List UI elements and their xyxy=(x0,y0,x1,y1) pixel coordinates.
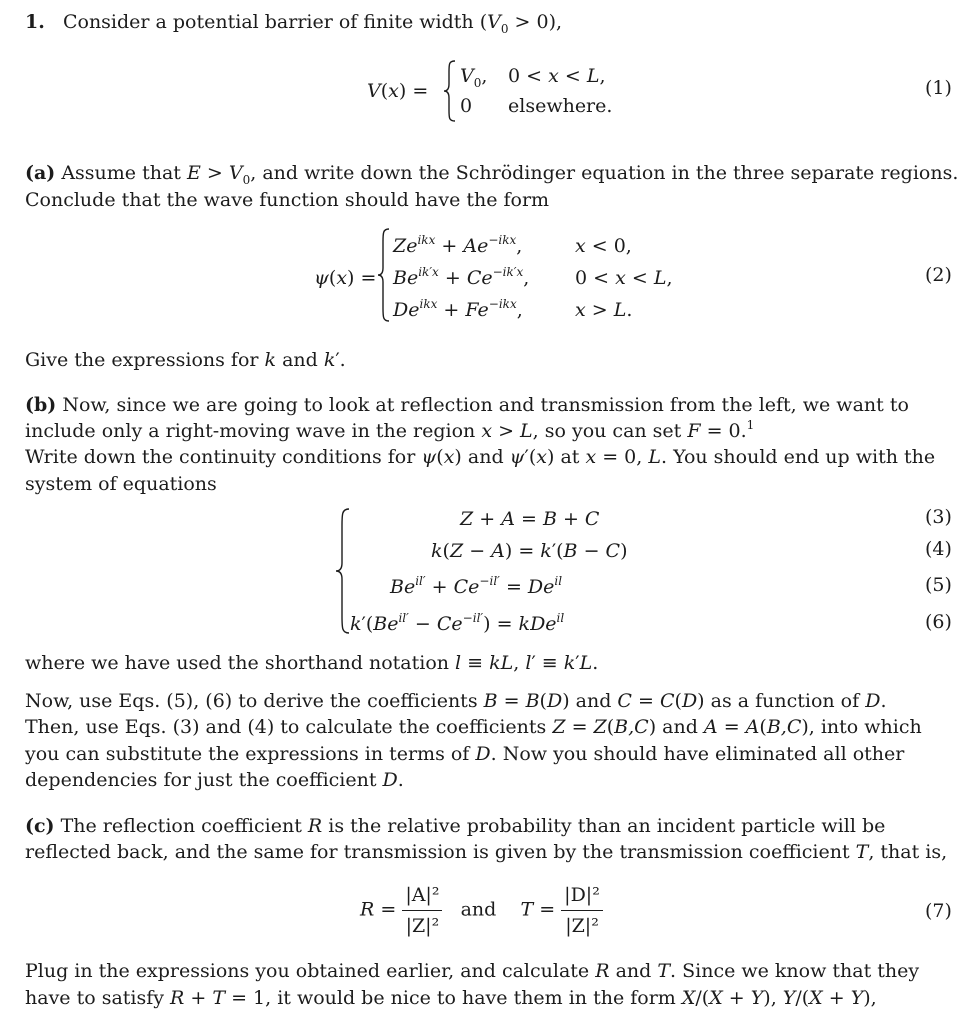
eq2-row1-cond: x < 0, xyxy=(575,235,632,257)
eq3-number: (3) xyxy=(925,506,952,528)
part-c-label: (c) xyxy=(25,815,55,837)
eq7: R = $\frac{\text{|A|²}}{\text{|Z|²}}$ and T = $\frac{\text{|D|²}}{\text{|Z|²}}$ xyxy=(360,882,603,939)
eq1-case2-cond: elsewhere. xyxy=(508,95,613,117)
eq2-brace xyxy=(377,228,391,322)
shorthand-line: where we have used the shorthand notation l ≡ kL, l′ ≡ k′L. xyxy=(25,652,599,674)
now-line1: Now, use Eqs. (5), (6) to derive the coefficients B = B(D) and C = C(D) as a function of D. xyxy=(25,690,887,712)
final-line2: have to satisfy R + T = 1, it would be nice to have them in the form X/(X + Y), Y/(X + Y), xyxy=(25,987,877,1009)
R-numerator: |A|² xyxy=(402,882,442,911)
eq6: $k'(Be^{il'} - Ce^{-il'}) = kDe^{il}$ xyxy=(350,611,565,635)
part-b-line1-text: Now, since we are going to look at reflection and transmission from the left, we want to xyxy=(62,394,909,416)
part-b-label: (b) xyxy=(25,394,57,416)
final-line1: Plug in the expressions you obtained earlier, and calculate R and T. Since we know that they xyxy=(25,960,920,982)
T-denominator: |Z|² xyxy=(565,915,599,937)
eq1-number: (1) xyxy=(925,77,952,99)
eq2-row2: $Be^{ik'x} + Ce^{-ik'x}$, xyxy=(393,265,530,289)
eq1-case2: 0 xyxy=(460,95,473,117)
part-b-line1 xyxy=(25,392,909,418)
now-line4: dependencies for just the coefficient D. xyxy=(25,769,404,791)
eq1-case1: $V_0$, xyxy=(460,65,488,90)
eq1-lhs: V(x) = xyxy=(367,80,429,102)
footnote-mark[interactable]: 1 xyxy=(746,418,755,432)
problem-intro: 1. Consider a potential barrier of finite width $(V_0 > 0)$, xyxy=(25,11,563,36)
now-line3: you can substitute the expressions in terms of D. Now you should have eliminated all other xyxy=(25,743,905,765)
eq7-and: and xyxy=(460,898,497,921)
R-denominator: |Z|² xyxy=(405,915,440,937)
eq2-row1: $Ze^{ikx} + Ae^{-ikx}$, xyxy=(393,233,523,257)
eq5: $Be^{il'} + Ce^{-il'} = De^{il}$ xyxy=(390,574,563,598)
eq4: k(Z − A) = k′(B − C) xyxy=(431,540,628,562)
T-fraction xyxy=(561,882,603,939)
eq1-brace xyxy=(443,60,457,122)
give-line: Give the expressions for k and k′. xyxy=(25,349,346,371)
part-a-label: (a) xyxy=(25,162,56,184)
part-a-line1: (a) Assume that $E > V_0$, and write down the Schrödinger equation in the three separate regions. xyxy=(25,162,959,187)
eq2-number: (2) xyxy=(925,264,952,286)
eq4-number: (4) xyxy=(925,538,952,560)
eq2-row2-cond: 0 < x < L, xyxy=(575,267,673,289)
part-a-line2: Conclude that the wave function should have the form xyxy=(25,189,550,211)
eq5-number: (5) xyxy=(925,574,952,596)
T-numerator: |D|² xyxy=(561,882,603,911)
eq6-number: (6) xyxy=(925,611,952,633)
eq2-row3-cond: x > L. xyxy=(575,299,633,321)
part-c-line1: (c) The reflection coefficient R is the relative probability than an incident particle will be xyxy=(25,815,886,837)
R-fraction xyxy=(402,882,442,939)
part-b-line3: Write down the continuity conditions for ψ(x) and ψ′(x) at x = 0, L. You should end up with the xyxy=(25,446,936,468)
part-b-line4: system of equations xyxy=(25,473,217,495)
eq3: Z + A = B + C xyxy=(460,508,600,530)
eq2-row3: $De^{ikx} + Fe^{-ikx}$, xyxy=(393,297,523,321)
problem-number: 1. xyxy=(25,11,45,33)
part-c-line2: reflected back, and the same for transmission is given by the transmission coefficient T, that is, xyxy=(25,841,948,863)
part-b-line2: include only a right-moving wave in the region x > L, so you can set F = 0.$^1$ xyxy=(25,418,755,442)
eq7-number: (7) xyxy=(925,900,952,922)
system-brace xyxy=(335,508,351,634)
eq1-case1-cond: 0 < x < L, xyxy=(508,65,606,87)
now-line2: Then, use Eqs. (3) and (4) to calculate the coefficients Z = Z(B,C) and A = A(B,C), into which xyxy=(25,716,922,738)
eq2-lhs: ψ(x) = xyxy=(314,267,377,289)
